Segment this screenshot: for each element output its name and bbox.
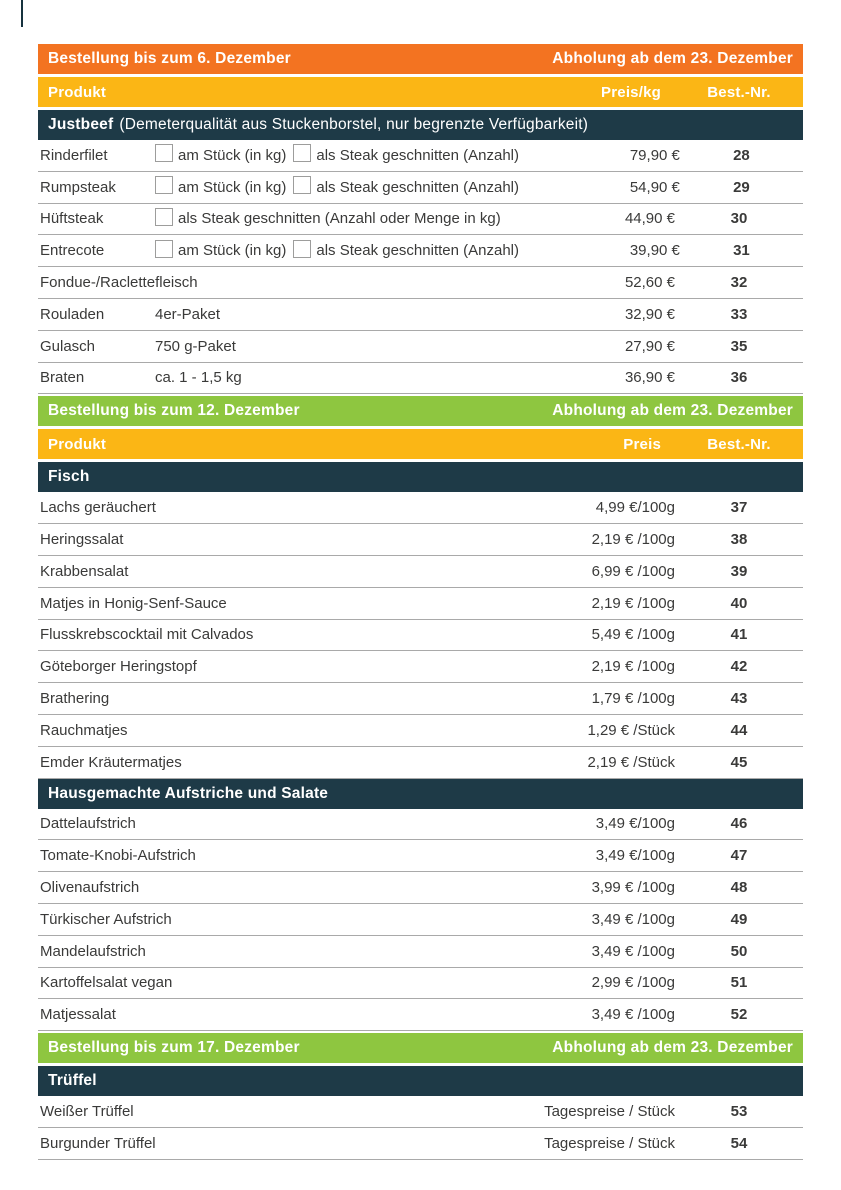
option-label: am Stück (in kg): [178, 146, 287, 164]
product-row: [38, 556, 803, 588]
section-header: [38, 1066, 803, 1096]
product-row-middle: [155, 179, 526, 196]
order-number: 35: [730, 337, 748, 355]
column-header-bestnr: Best.-Nr.: [707, 83, 771, 101]
product-name: Dattelaufstrich: [40, 815, 136, 833]
product-price: 79,90 €: [629, 146, 680, 164]
product-name: Mandelaufstrich: [40, 942, 146, 960]
product-price: 3,49 € /100g: [591, 942, 675, 960]
product-row: [38, 936, 803, 968]
product-price: 39,90 €: [629, 242, 680, 260]
pickup-date-text: Abholung ab dem 23. Dezember: [552, 50, 793, 67]
product-row: [38, 204, 803, 236]
product-name: Tomate-Knobi-Aufstrich: [40, 847, 196, 865]
order-number: 46: [730, 815, 748, 833]
product-price: 3,49 € /100g: [591, 910, 675, 928]
product-name: Braten: [40, 369, 85, 387]
product-price: 1,79 € /100g: [591, 690, 675, 708]
product-price: 52,60 €: [624, 274, 675, 292]
product-name: Emder Kräutermatjes: [40, 753, 182, 771]
product-name: Gulasch: [40, 337, 96, 355]
option-checkbox[interactable]: [155, 176, 173, 194]
product-option: [155, 147, 286, 164]
order-number: 54: [730, 1134, 748, 1152]
product-name: Weißer Trüffel: [40, 1103, 134, 1121]
product-row: [38, 715, 803, 747]
page-crop-mark: [21, 0, 23, 27]
product-row: [38, 1096, 803, 1128]
column-header-product: Produkt: [48, 435, 107, 453]
product-note: 4er-Paket: [155, 305, 221, 323]
product-row: [38, 683, 803, 715]
order-deadline-banner: [38, 396, 803, 426]
product-name: Lachs geräuchert: [40, 499, 156, 517]
table-columns-header: [38, 429, 803, 459]
product-name: Olivenaufstrich: [40, 879, 140, 897]
order-number: 49: [730, 910, 748, 928]
section-title: Justbeef: [48, 116, 114, 133]
product-price: 5,49 € /100g: [591, 626, 675, 644]
order-number: 47: [730, 847, 748, 865]
order-number: 45: [730, 753, 748, 771]
product-row: [38, 492, 803, 524]
option-label: als Steak geschnitten (Anzahl oder Menge in kg): [178, 210, 501, 228]
order-number: 28: [733, 146, 750, 164]
order-number: 43: [730, 690, 748, 708]
product-option: [155, 242, 286, 259]
product-price: 3,49 €/100g: [595, 847, 675, 865]
product-name: Rauchmatjes: [40, 721, 128, 739]
column-header-bestnr: Best.-Nr.: [707, 435, 771, 453]
order-number: 32: [730, 274, 748, 292]
product-row: [38, 524, 803, 556]
product-price: 54,90 €: [629, 178, 680, 196]
column-header-price: Preis: [623, 435, 661, 453]
option-label: am Stück (in kg): [178, 242, 287, 260]
product-name: Matjes in Honig-Senf-Sauce: [40, 594, 227, 612]
option-checkbox[interactable]: [155, 144, 173, 162]
order-deadline-text: Bestellung bis zum 6. Dezember: [48, 50, 291, 67]
section-header: [38, 462, 803, 492]
order-deadline-text: Bestellung bis zum 17. Dezember: [48, 1039, 300, 1057]
option-checkbox[interactable]: [293, 240, 311, 258]
product-name: Burgunder Trüffel: [40, 1134, 156, 1152]
product-price: 27,90 €: [624, 337, 675, 355]
product-row: [38, 904, 803, 936]
order-number: 44: [730, 721, 748, 739]
product-price: 2,19 € /100g: [591, 658, 675, 676]
product-price: 2,19 € /Stück: [587, 753, 675, 771]
product-price: 3,49 € /100g: [591, 1006, 675, 1024]
product-row: [38, 235, 803, 267]
product-row: [38, 363, 803, 395]
order-form-document: [38, 44, 803, 1160]
section-title: Fisch: [48, 468, 90, 486]
product-name: Entrecote: [40, 242, 105, 260]
order-number: 48: [730, 879, 748, 897]
order-number: 41: [730, 626, 748, 644]
product-price: 4,99 €/100g: [595, 499, 675, 517]
product-row: [38, 872, 803, 904]
product-row-middle: [155, 306, 515, 323]
order-number: 37: [730, 499, 748, 517]
product-option: [293, 179, 519, 196]
order-number: 30: [730, 210, 748, 228]
product-option: [293, 242, 519, 259]
product-price: 3,49 €/100g: [595, 815, 675, 833]
order-number: 42: [730, 658, 748, 676]
product-price: 32,90 €: [624, 305, 675, 323]
order-number: 51: [730, 974, 748, 992]
product-row-middle: [155, 147, 526, 164]
product-price: 44,90 €: [624, 210, 675, 228]
product-row-middle: [155, 338, 515, 355]
product-name: Fondue-/Raclettefleisch: [40, 274, 198, 292]
product-name: Flusskrebscocktail mit Calvados: [40, 626, 254, 644]
order-deadline-text: Bestellung bis zum 12. Dezember: [48, 402, 300, 420]
order-deadline-banner: [38, 44, 803, 74]
column-header-product: Produkt: [48, 83, 107, 101]
product-option: [293, 147, 519, 164]
product-price: 6,99 € /100g: [591, 562, 675, 580]
product-row: [38, 172, 803, 204]
pickup-date-text: Abholung ab dem 23. Dezember: [552, 1039, 793, 1057]
product-row: [38, 331, 803, 363]
option-label: als Steak geschnitten (Anzahl): [316, 242, 519, 260]
product-row: [38, 840, 803, 872]
order-number: 29: [733, 178, 750, 196]
section-title: Trüffel: [48, 1072, 97, 1090]
product-price: Tagespreise / Stück: [544, 1103, 675, 1121]
product-price: 1,29 € /Stück: [587, 721, 675, 739]
order-number: 40: [730, 594, 748, 612]
product-row: [38, 1128, 803, 1160]
product-name: Rinderfilet: [40, 146, 108, 164]
product-name: Hüftsteak: [40, 210, 104, 228]
order-deadline-banner: [38, 1033, 803, 1063]
section-header: [38, 110, 803, 140]
section-subtitle: (Demeterqualität aus Stuckenborstel, nur begrenzte Verfügbarkeit): [119, 116, 589, 133]
option-label: am Stück (in kg): [178, 178, 287, 196]
section-header: [38, 779, 803, 809]
order-number: 31: [733, 242, 750, 260]
product-name: Matjessalat: [40, 1006, 116, 1024]
product-name: Kartoffelsalat vegan: [40, 974, 173, 992]
product-note: ca. 1 - 1,5 kg: [155, 369, 242, 387]
pickup-date-text: Abholung ab dem 23. Dezember: [552, 402, 793, 420]
product-note: 750 g-Paket: [155, 337, 236, 355]
option-checkbox[interactable]: [155, 240, 173, 258]
product-row: [38, 588, 803, 620]
product-name: Göteborger Heringstopf: [40, 658, 197, 676]
product-row: [38, 267, 803, 299]
product-row-middle: [155, 210, 515, 227]
order-number: 50: [730, 942, 748, 960]
product-row-middle: [155, 242, 526, 259]
product-row-middle: [155, 369, 515, 386]
order-number: 33: [730, 305, 748, 323]
product-name: Rumpsteak: [40, 178, 116, 196]
product-row: [38, 651, 803, 683]
product-row: [38, 999, 803, 1031]
order-number: 39: [730, 562, 748, 580]
product-price: 3,99 € /100g: [591, 879, 675, 897]
product-name: Brathering: [40, 690, 110, 708]
product-option: [155, 210, 501, 227]
section-title: Hausgemachte Aufstriche und Salate: [48, 784, 329, 802]
option-checkbox[interactable]: [293, 144, 311, 162]
product-price: 2,19 € /100g: [591, 594, 675, 612]
order-number: 38: [730, 531, 748, 549]
product-row: [38, 968, 803, 1000]
product-row: [38, 620, 803, 652]
product-price: 2,19 € /100g: [591, 531, 675, 549]
product-row: [38, 747, 803, 779]
product-name: Rouladen: [40, 305, 105, 323]
product-row: [38, 140, 803, 172]
product-price: 36,90 €: [624, 369, 675, 387]
product-price: 2,99 € /100g: [591, 974, 675, 992]
product-price: Tagespreise / Stück: [544, 1134, 675, 1152]
product-row: [38, 299, 803, 331]
option-checkbox[interactable]: [155, 208, 173, 226]
product-name: Krabbensalat: [40, 562, 129, 580]
option-checkbox[interactable]: [293, 176, 311, 194]
table-columns-header: [38, 77, 803, 107]
product-row: [38, 809, 803, 841]
product-name: Türkischer Aufstrich: [40, 910, 172, 928]
option-label: als Steak geschnitten (Anzahl): [316, 178, 519, 196]
order-number: 36: [730, 369, 748, 387]
order-number: 52: [730, 1006, 748, 1024]
product-option: [155, 179, 286, 196]
product-name: Heringssalat: [40, 531, 124, 549]
column-header-price: Preis/kg: [601, 83, 661, 101]
order-number: 53: [730, 1103, 748, 1121]
option-label: als Steak geschnitten (Anzahl): [316, 146, 519, 164]
